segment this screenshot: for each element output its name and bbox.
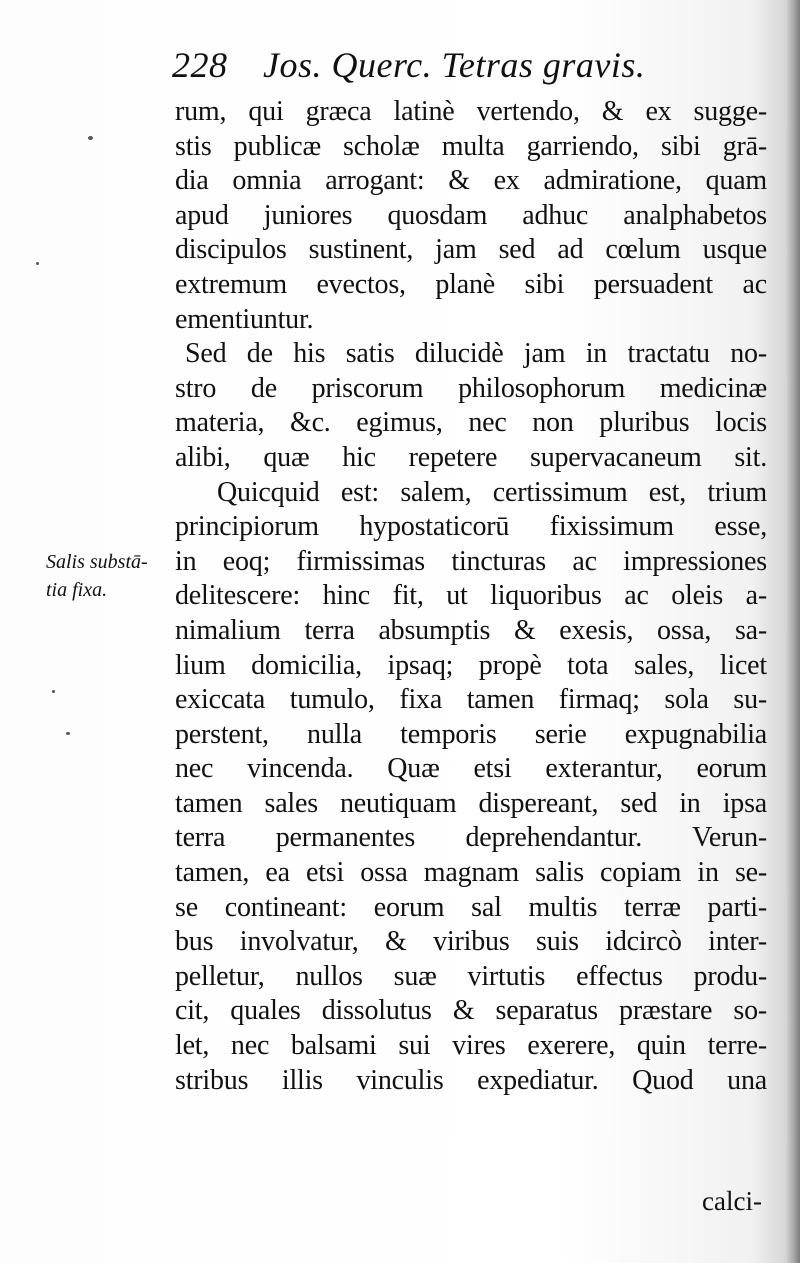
text-line: discipulos sustinent, jam sed ad cœlum usque: [175, 234, 767, 266]
text-line: alibi, quæ hic repetere supervacaneum sit.: [175, 441, 767, 473]
text-line: terra permanentes deprehendantur. Verun-: [175, 822, 767, 854]
paragraph-first-line: Quicquid est: salem, certissimum est, trium: [217, 476, 767, 508]
text-line: lium domicilia, ipsaq; propè tota sales, licet: [175, 649, 767, 681]
text-line: se contineant: eorum sal multis terræ parti-: [175, 891, 767, 923]
text-line: stro de priscorum philosophorum medicinæ: [175, 372, 767, 404]
text-line: tamen sales neutiquam dispereant, sed in ipsa: [175, 787, 767, 819]
ink-speck: [36, 262, 39, 265]
text-line: let, nec balsami sui vires exerere, quin terre-: [175, 1030, 767, 1062]
text-line: dia omnia arrogant: & ex admiratione, quam: [175, 165, 767, 197]
text-line: ementiuntur.: [175, 303, 314, 335]
catchword: calci-: [702, 1186, 762, 1216]
page-header: [172, 44, 645, 86]
text-line: principiorum hypostaticorū fixissimum esse,: [175, 511, 767, 543]
page-gutter-shadow: [786, 0, 800, 1263]
marginal-note-line: Salis substā-: [46, 551, 148, 573]
text-line: apud juniores quosdam adhuc analphabetos: [175, 199, 767, 231]
ink-speck: [66, 732, 70, 735]
text-line: tamen, ea etsi ossa magnam salis copiam in se-: [175, 857, 767, 889]
text-line: extremum evectos, planè sibi persuadent ac: [175, 268, 767, 300]
page-number: 228: [172, 45, 228, 85]
text-block: [175, 95, 767, 1098]
text-line: perstent, nulla temporis serie expugnabilia: [175, 718, 767, 750]
text-line: pelletur, nullos suæ virtutis effectus produ-: [175, 960, 767, 992]
text-line: rum, qui græca latinè vertendo, & ex sugge-: [175, 96, 767, 127]
ink-speck: [88, 136, 93, 140]
ink-speck: [52, 690, 55, 693]
paragraph-first-line: Sed de his satis dilucidè jam in tractatu no-: [185, 338, 767, 370]
text-line: stis publicæ scholæ multa garriendo, sibi grā-: [175, 130, 767, 162]
text-line: nimalium terra absumptis & exesis, ossa, sa-: [175, 614, 767, 646]
text-line: in eoq; firmissimas tincturas ac impressiones: [175, 545, 767, 577]
running-title: Jos. Querc. Tetras gravis.: [263, 45, 646, 85]
text-line: exiccata tumulo, fixa tamen firmaq; sola su-: [175, 684, 767, 716]
text-line: nec vincenda. Quæ etsi exterantur, eorum: [175, 753, 767, 785]
text-line: delitescere: hinc fit, ut liquoribus ac oleis a-: [175, 580, 767, 612]
text-line: bus involvatur, & viribus suis idcircò inter-: [175, 926, 767, 958]
text-line: stribus illis vinculis expediatur. Quod una: [175, 1064, 767, 1096]
marginal-note-line: tia fixa.: [46, 579, 108, 601]
marginal-note: [46, 548, 148, 604]
text-line: cit, quales dissolutus & separatus præstare so-: [175, 995, 767, 1027]
text-line: materia, &c. egimus, nec non pluribus locis: [175, 407, 767, 439]
